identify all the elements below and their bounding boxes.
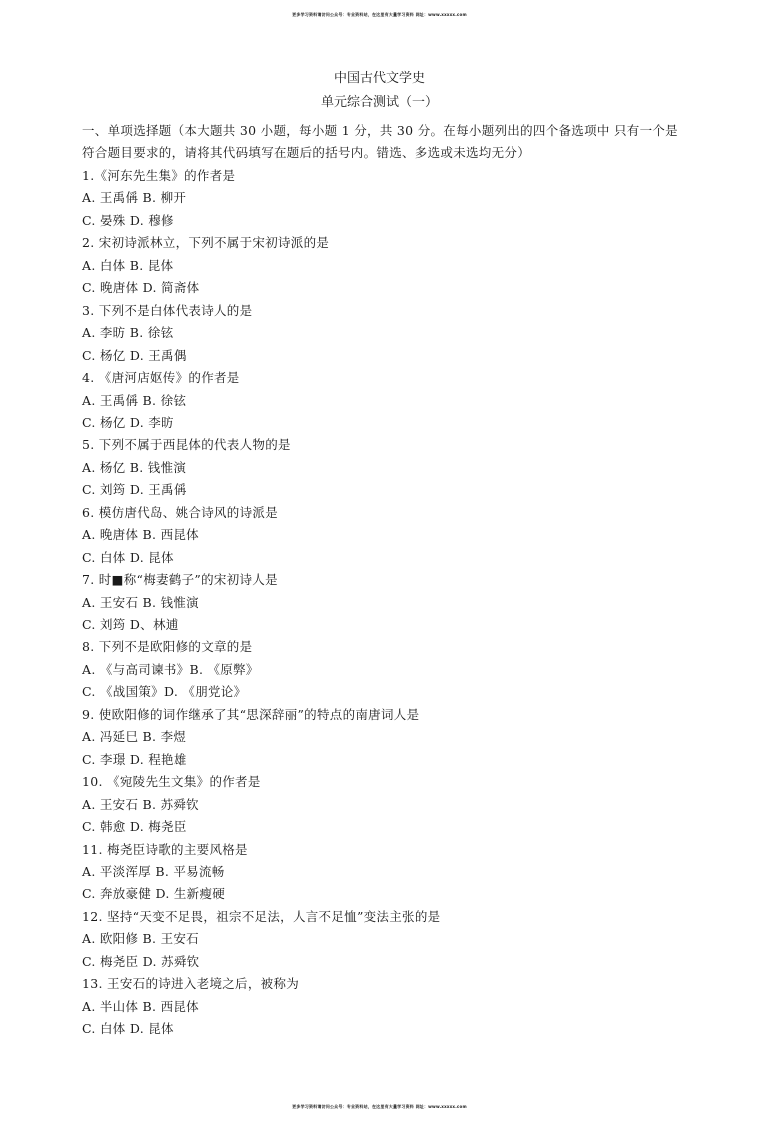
document-title: 中国古代文学史 [333,71,425,86]
answer-options: C. 杨亿 D. 李昉 [82,414,174,430]
question-text: 8. 下列不是欧阳修的文章的是 [82,639,253,655]
answer-options: C. 梅尧臣 D. 苏舜钦 [82,953,200,969]
answer-options: A. 晚唐体 B. 西昆体 [82,527,199,543]
answer-options: A. 欧阳修 B. 王安石 [82,931,199,947]
question-text: 10. 《宛陵先生文集》的作者是 [82,774,261,790]
answer-options: C. 晚唐体 D. 简斋体 [82,280,200,296]
question-text: 2. 宋初诗派林立，下列不属于宋初诗派的是 [82,235,330,251]
answer-options: C. 白体 D. 昆体 [82,549,174,565]
answer-options: C. 杨亿 D. 王禹偶 [82,347,187,363]
question-text: 6. 模仿唐代岛、姚合诗风的诗派是 [82,504,279,520]
answer-options: A. 冯延巳 B. 李煜 [82,729,187,745]
question-text: 13. 王安石的诗进入老境之后，被称为 [82,976,300,992]
answer-options: A. 王禹偁 B. 徐铉 [82,392,187,408]
answer-options: A. 王禹偁 B. 柳开 [82,190,187,206]
answer-options: C. 《战国策》D. 《朋党论》 [82,684,247,700]
question-text: 5. 下列不属于西昆体的代表人物的是 [82,437,291,453]
header-banner: 更多学习资料请访问公众号：专业资料站，在这里有大量学习资料 网址：www.xxxxx.com [292,12,467,17]
question-text: 9. 使欧阳修的词作继承了其“思深辞丽”的特点的南唐词人是 [82,706,420,722]
document-subtitle: 单元综合测试（一） [320,95,438,110]
answer-options: A. 李昉 B. 徐铉 [82,325,174,341]
answer-options: A. 平淡浑厚 B. 平易流畅 [82,863,225,879]
answer-options: A. 王安石 B. 钱惟演 [82,594,199,610]
footer-banner: 更多学习资料请访问公众号：专业资料站，在这里有大量学习资料 网址：www.xxxxx.com [292,1104,467,1109]
answer-options: C. 奔放豪健 D. 生新瘦硬 [82,886,226,902]
question-text: 4. 《唐河店妪传》的作者是 [82,370,240,386]
question-text: 7. 时■称“梅妻鹤子”的宋初诗人是 [82,572,278,588]
answer-options: A. 白体 B. 昆体 [82,257,174,273]
question-text: 3. 下列不是白体代表诗人的是 [82,302,253,318]
question-text: 11. 梅尧臣诗歌的主要风格是 [82,841,248,857]
question-text: 12. 坚持“天变不足畏，祖宗不足法，人言不足恤”变法主张的是 [82,908,441,924]
answer-options: C. 晏殊 D. 穆修 [82,212,174,228]
answer-options: C. 白体 D. 昆体 [82,1021,174,1037]
answer-options: C. 刘筠 D. 王禹偁 [82,482,187,498]
answer-options: A. 半山体 B. 西昆体 [82,998,199,1014]
answer-options: A. 杨亿 B. 钱惟演 [82,459,187,475]
section-instructions: 一、单项选择题（本大题共 30 小题，每小题 1 分，共 30 分。在每小题列出的四个备选项中 只有一个是符合题目要求的，请将其代码填写在题后的括号内。错选、多选或未选均无分） [82,123,678,160]
answer-options: C. 刘筠 D、林逋 [82,617,179,632]
answer-options: A. 《与高司谏书》B. 《原弊》 [82,661,259,677]
answer-options: A. 王安石 B. 苏舜钦 [82,796,199,812]
question-text: 1.《河东先生集》的作者是 [82,168,236,183]
answer-options: C. 李璟 D. 程艳雄 [82,751,187,767]
answer-options: C. 韩愈 D. 梅尧臣 [82,819,187,835]
